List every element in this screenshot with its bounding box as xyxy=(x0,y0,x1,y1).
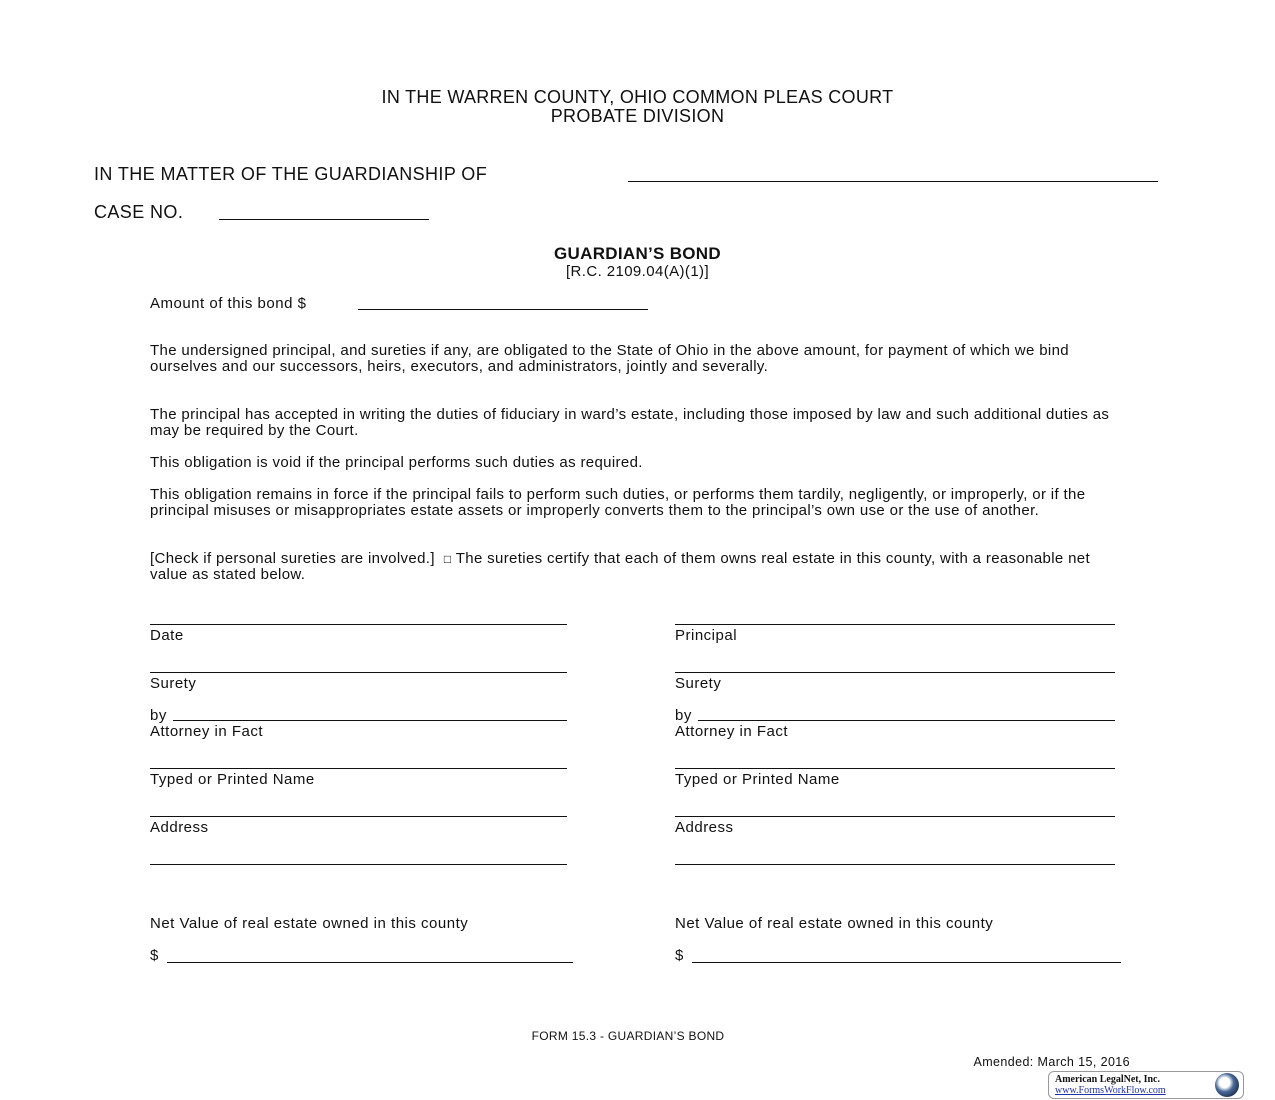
dollar-right: $ xyxy=(675,947,684,964)
sureties-checkbox[interactable]: □ xyxy=(443,552,452,566)
statute-reference: [R.C. 2109.04(A)(1)] xyxy=(565,263,710,280)
address-field-left-2[interactable] xyxy=(150,864,567,865)
attorney-label-right: Attorney in Fact xyxy=(675,723,789,740)
by-label-right: by xyxy=(675,707,692,724)
paragraph-duties: The principal has accepted in writing the duties of fiduciary in ward’s estate, including those imposed by law and such additional duties as may be required by the Court. xyxy=(150,406,1110,439)
net-value-label-left: Net Value of real estate owned in this county xyxy=(150,915,469,932)
bond-amount-field[interactable] xyxy=(358,309,648,310)
logo-url[interactable]: www.FormsWorkFlow.com xyxy=(1055,1085,1166,1096)
net-value-field-left[interactable] xyxy=(167,962,573,963)
amount-label: Amount of this bond $ xyxy=(150,295,307,312)
attorney-signature-left[interactable] xyxy=(173,720,567,721)
net-value-label-right: Net Value of real estate owned in this county xyxy=(675,915,994,932)
principal-signature[interactable] xyxy=(675,624,1115,625)
dollar-left: $ xyxy=(150,947,159,964)
form-footer: FORM 15.3 - GUARDIAN’S BOND xyxy=(531,1029,725,1043)
form-title: GUARDIAN’S BOND xyxy=(554,244,721,263)
ward-name-field[interactable] xyxy=(628,181,1158,182)
printed-name-left[interactable] xyxy=(150,768,567,769)
address-label-right: Address xyxy=(675,819,734,836)
surety-signature-left[interactable] xyxy=(150,672,567,673)
sureties-certification: The sureties certify that each of them owns real estate in this county, with a reasonable net value as stated below. xyxy=(150,550,1091,583)
by-label-left: by xyxy=(150,707,167,724)
globe-icon xyxy=(1215,1073,1239,1097)
printed-name-label-left: Typed or Printed Name xyxy=(150,771,315,788)
case-number-field[interactable] xyxy=(219,219,429,220)
matter-label: IN THE MATTER OF THE GUARDIANSHIP OF xyxy=(94,164,488,184)
paragraph-void: This obligation is void if the principal performs such duties as required. xyxy=(150,454,643,471)
net-value-field-right[interactable] xyxy=(692,962,1121,963)
address-field-right-1[interactable] xyxy=(675,816,1115,817)
case-label: CASE NO. xyxy=(94,202,184,222)
paragraph-sureties xyxy=(150,551,1125,583)
court-heading: IN THE WARREN COUNTY, OHIO COMMON PLEAS COURT xyxy=(381,87,894,107)
surety-label-right: Surety xyxy=(675,675,722,692)
attorney-signature-right[interactable] xyxy=(698,720,1115,721)
paragraph-in-force: This obligation remains in force if the principal fails to perform such duties, or performs them tardily, negligently, or improperly, or if the principal misuses or misappropriates estate assets or improperly converts them to the principal’s own use or the use of another. xyxy=(150,486,1086,519)
paragraph-obligation: The undersigned principal, and sureties if any, are obligated to the State of Ohio in the above amount, for payment of which we bind ourselves and our successors, heirs, executors, and administrators, jointly and severally. xyxy=(150,342,1069,375)
amended-date: Amended: March 15, 2016 xyxy=(973,1055,1130,1069)
date-label: Date xyxy=(150,627,184,644)
address-field-left-1[interactable] xyxy=(150,816,567,817)
address-label-left: Address xyxy=(150,819,209,836)
surety-label-left: Surety xyxy=(150,675,197,692)
date-field[interactable] xyxy=(150,624,567,625)
logo-company: American LegalNet, Inc. xyxy=(1055,1074,1160,1085)
printed-name-right[interactable] xyxy=(675,768,1115,769)
principal-label: Principal xyxy=(675,627,738,644)
check-instruction: [Check if personal sureties are involved.] xyxy=(150,550,435,567)
publisher-logo[interactable] xyxy=(1048,1071,1244,1099)
surety-signature-right[interactable] xyxy=(675,672,1115,673)
address-field-right-2[interactable] xyxy=(675,864,1115,865)
division-heading: PROBATE DIVISION xyxy=(550,106,725,126)
printed-name-label-right: Typed or Printed Name xyxy=(675,771,840,788)
attorney-label-left: Attorney in Fact xyxy=(150,723,264,740)
